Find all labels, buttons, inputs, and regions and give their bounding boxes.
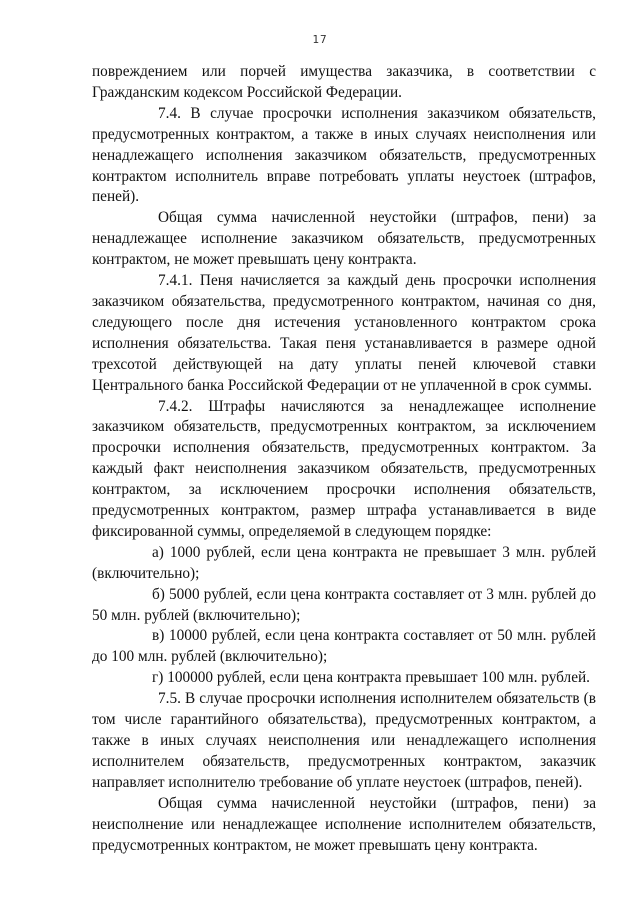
list-item-d: г) 100000 рублей, если цена контракта превышает 100 млн. рублей. bbox=[152, 669, 590, 687]
document-body bbox=[92, 62, 596, 856]
paragraph-penalty-limit-customer: Общая сумма начисленной неустойки (штрафов, пени) за ненадлежащее исполнение заказчиком обязательств, предусмотренных контрактом, не может превышать цену контракта. bbox=[92, 209, 596, 269]
page-number: 17 bbox=[312, 33, 328, 46]
paragraph-7-5: 7.5. В случае просрочки исполнения исполнителем обязательств (в том числе гарантийного обязательства), предусмотренных контрактом, а также в иных случаях неисполнения или ненадлежащего исполнения исполнителем обязательств, предусмотренных контрактом, заказчик направляет исполнителю требование об уплате неустоек (штрафов, пеней). bbox=[92, 690, 596, 791]
paragraph-7-4: 7.4. В случае просрочки исполнения заказчиком обязательств, предусмотренных контрактом, а также в иных случаях неисполнения или ненадлежащего исполнения заказчиком обязательств, предусмотренных контрактом исполнитель вправе потребовать уплаты неустоек (штрафов, пеней). bbox=[92, 104, 596, 206]
list-item-a: а) 1000 рублей, если цена контракта не превышает 3 млн. рублей (включительно); bbox=[92, 543, 596, 582]
paragraph-7-4-1: 7.4.1. Пеня начисляется за каждый день просрочки исполнения заказчиком обязательства, предусмотренного контрактом, начиная со дня, следующего после дня истечения установленного контрактом срока исполнения обязательства. Такая пеня устанавливается в размере одной трехсотой действующей на дату уплаты пеней ключевой ставки Центрального банка Российской Федерации от не уплаченной в срок суммы. bbox=[92, 272, 596, 394]
paragraph-continuation: повреждением или порчей имущества заказчика, в соответствии с Гражданским кодексом Российской Федерации. bbox=[92, 63, 596, 101]
paragraph-penalty-limit-contractor: Общая сумма начисленной неустойки (штрафов, пени) за неисполнение или ненадлежащее исполнение исполнителем обязательств, предусмотренных контрактом, не может превышать цену контракта. bbox=[92, 794, 596, 854]
paragraph-7-4-2: 7.4.2. Штрафы начисляются за ненадлежащее исполнение заказчиком обязательств, предусмотренных контрактом, за исключением просрочки исполнения обязательств, предусмотренных контрактом. За каждый факт неисполнения заказчиком обязательств, предусмотренных контрактом, за исключением просрочки исполнения обязательств, предусмотренных контрактом, размер штрафа устанавливается в виде фиксированной суммы, определяемой в следующем порядке: bbox=[92, 397, 596, 540]
list-item-b: б) 5000 рублей, если цена контракта составляет от 3 млн. рублей до 50 млн. рублей (включительно); bbox=[92, 585, 596, 624]
list-item-c: в) 10000 рублей, если цена контракта составляет от 50 млн. рублей до 100 млн. рублей (включительно); bbox=[92, 627, 596, 666]
